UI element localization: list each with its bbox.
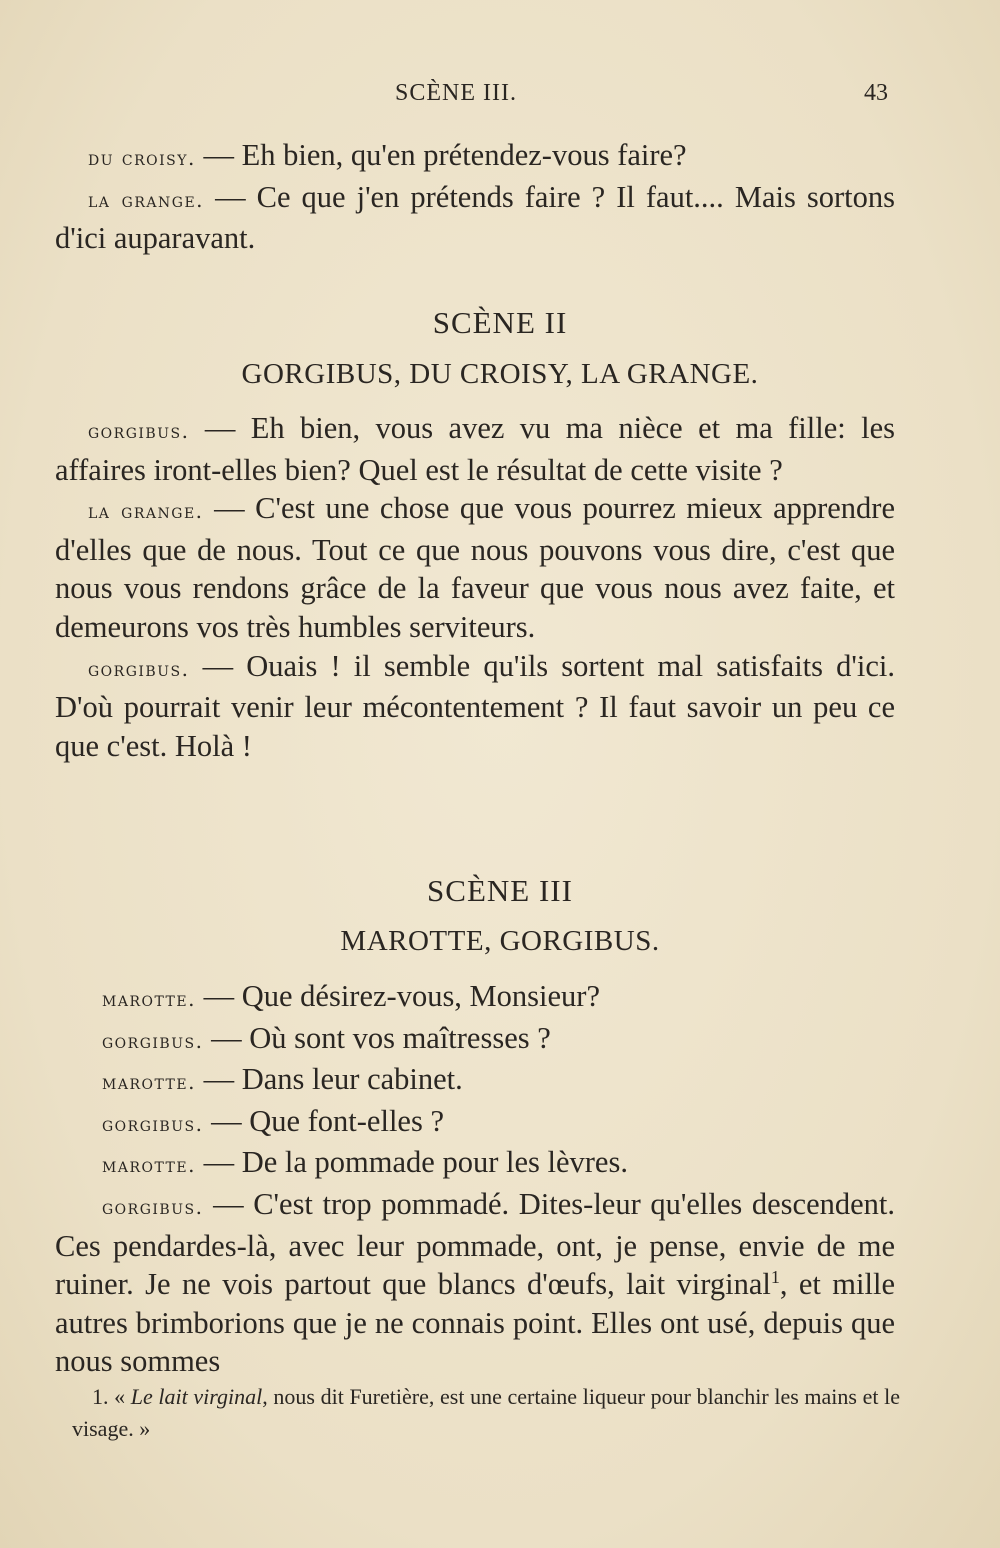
speaker-name: la grange. [88, 187, 205, 212]
footnote-number: 1. [92, 1384, 109, 1409]
speaker-name: la grange. [88, 499, 204, 524]
dialogue-line [55, 977, 895, 1019]
dialogue-line [55, 1143, 895, 1185]
dialogue-line [55, 1060, 895, 1102]
dialogue-line [55, 647, 895, 766]
dialogue-line [55, 1102, 895, 1144]
line-text: — Eh bien, vous avez vu ma nièce et ma fille: les affaires iront-elles bien? Quel est le résultat de cette visite ? [55, 411, 895, 487]
line-text: — C'est trop pommadé. Dites-leur qu'elles descendent. Ces pendardes-là, avec leur pommade, ont, je pense, envie de me ruiner. Je ne vois partout que blancs d'œufs, lait virginal [55, 1186, 895, 1302]
line-text: — Eh bien, qu'en prétendez-vous faire? [195, 138, 687, 172]
dialogue-line [55, 136, 895, 178]
scene-dialogue [55, 977, 895, 1381]
speaker-name: gorgibus. [88, 656, 190, 681]
line-text: — Que font-elles ? [203, 1103, 444, 1138]
page-number: 43 [864, 80, 888, 106]
speaker-name: marotte. [102, 1070, 196, 1095]
speaker-name: marotte. [102, 1153, 196, 1178]
line-text-continued: , et mille autres brimborions que je ne connais point. Elles ont usé, depuis que nous sommes [55, 1267, 895, 1379]
speaker-name: du croisy. [88, 146, 196, 170]
speaker-name: gorgibus. [88, 419, 190, 443]
footnote-open-quote: « [114, 1384, 131, 1409]
speaker-name: gorgibus. [102, 1194, 204, 1219]
line-text: — Que désirez-vous, Monsieur? [195, 979, 601, 1013]
line-text: — De la pommade pour les lèvres. [195, 1145, 628, 1180]
dialogue-line [55, 409, 895, 489]
dialogue-line [55, 1019, 895, 1061]
scene-end-dialogue [55, 136, 895, 258]
dialogue-line [55, 1185, 895, 1381]
speaker-name: marotte. [102, 987, 196, 1011]
dialogue-line [55, 178, 895, 258]
footnote-italic-term: Le lait virginal [130, 1384, 263, 1409]
dialogue-line [55, 489, 895, 646]
speaker-name: gorgibus. [102, 1028, 204, 1053]
speaker-name: gorgibus. [102, 1111, 204, 1136]
footnote-reference: 1 [770, 1267, 780, 1287]
scene-characters: GORGIBUS, DU CROISY, LA GRANGE. [241, 358, 759, 390]
line-text: — Dans leur cabinet. [195, 1062, 463, 1097]
scene-characters: MAROTTE, GORGIBUS. [340, 925, 660, 957]
line-text: — C'est une chose que vous pourrez mieux apprendre d'elles que de nous. Tout ce que nous pouvons vous dire, c'est que nous vous rendons grâce de la faveur que vous nous avez faite, et demeurons vos très humbles serviteurs. [55, 491, 895, 644]
line-text: — Ouais ! il semble qu'ils sortent mal satisfaits d'ici. D'où pourrait venir leur mécontentement ? Il faut savoir un peu ce que c'est. Holà ! [55, 648, 895, 763]
scene-title: SCÈNE II [432, 305, 568, 340]
running-head: SCÈNE III. [395, 80, 517, 106]
line-text: — Où sont vos maîtresses ? [203, 1020, 551, 1055]
line-text: — Ce que j'en prétends faire ? Il faut.... Mais sortons d'ici auparavant. [55, 179, 895, 256]
page-header [0, 80, 1000, 114]
footnote [72, 1381, 900, 1445]
scene-title: SCÈNE III [427, 873, 573, 908]
footnote-text: , nous dit Furetière, est une certaine liqueur pour blanchir les mains et le visage. » [72, 1384, 901, 1441]
scene-dialogue [55, 409, 895, 765]
